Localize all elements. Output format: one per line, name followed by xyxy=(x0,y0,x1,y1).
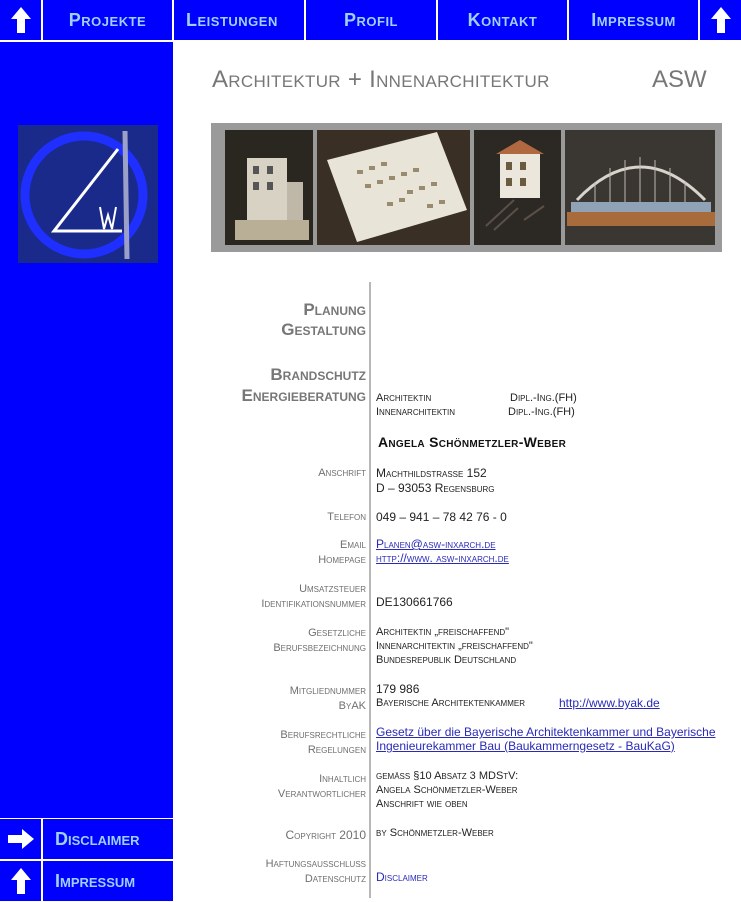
project-gallery xyxy=(211,123,722,252)
page-title: Architektur + Innenarchitektur xyxy=(212,66,550,93)
beruf-innenarchitektin: Innenarchitektin „freischaffend" xyxy=(376,640,533,652)
label-berufsbezeichnung: Berufsbezeichnung xyxy=(273,642,366,654)
beruf-land: Bundesrepublik Deutschland xyxy=(376,654,517,666)
impressum-arrow-button[interactable] xyxy=(0,861,41,901)
label-email: Email xyxy=(339,539,366,551)
label-anschrift: Anschrift xyxy=(318,467,366,479)
regeln-link-line1[interactable]: Gesetz über die Bayerische Architektenkammer und Bayerische xyxy=(376,725,716,739)
label-berufsrechtliche: Berufsrechtliche xyxy=(280,729,366,741)
label-telefon: Telefon xyxy=(327,511,366,523)
regeln-link-line2[interactable]: Ingenieurekammer Bau (Baukammerngesetz - BauKaG) xyxy=(376,739,675,753)
nav-kontakt[interactable]: Kontakt xyxy=(438,0,567,40)
label-copyright: Copyright 2010 xyxy=(285,828,366,842)
arrow-up-icon xyxy=(10,867,32,895)
nav-projekte[interactable]: Projekte xyxy=(43,0,172,40)
degree-innenarchitektin: Dipl.-Ing.(FH) xyxy=(508,406,575,418)
content-divider xyxy=(369,282,371,898)
beruf-architektin: Architektin „freischaffend" xyxy=(376,626,510,638)
person-name: Angela Schönmetzler-Weber xyxy=(378,434,567,450)
mitglied-nummer: 179 986 xyxy=(376,682,420,696)
sidebar-impressum-row xyxy=(0,861,173,901)
service-planung: Planung xyxy=(303,300,366,319)
disclaimer-link[interactable]: Disclaimer xyxy=(376,870,428,884)
nav-profil[interactable]: Profil xyxy=(306,0,436,40)
label-umsatzsteuer: Umsatzsteuer xyxy=(299,583,366,595)
asw-logo-icon xyxy=(18,125,158,263)
verantw-basis: gemäß §10 Absatz 3 MDStV: xyxy=(376,770,519,782)
degree-architektin: Dipl.-Ing.(FH) xyxy=(510,392,577,404)
top-navigation xyxy=(0,0,741,42)
label-inhaltlich: Inhaltlich xyxy=(319,773,366,785)
label-byak: ByAK xyxy=(338,700,366,712)
label-datenschutz: Datenschutz xyxy=(304,873,366,885)
arrow-right-icon xyxy=(7,829,35,849)
scroll-top-left-button[interactable] xyxy=(0,0,41,40)
label-homepage: Homepage xyxy=(318,554,366,566)
label-gesetzliche: Gesetzliche xyxy=(308,627,366,639)
service-energieberatung: Energieberatung xyxy=(241,386,366,405)
service-gestaltung: Gestaltung xyxy=(281,320,366,339)
arrow-up-icon xyxy=(10,6,32,34)
sidebar-impressum-link[interactable]: Impressum xyxy=(43,861,173,901)
sidebar-disclaimer-link[interactable]: Disclaimer xyxy=(43,819,173,859)
email-link[interactable]: Planen@asw-inxarch.de xyxy=(376,537,496,551)
title-innenarchitektin: Innenarchitektin xyxy=(376,406,456,418)
kammer-name: Bayerische Architektenkammer xyxy=(376,697,525,709)
label-mitgliednummer: Mitgliednummer xyxy=(289,685,366,697)
label-regelungen: Regelungen xyxy=(307,744,366,756)
project-photo-house-model[interactable] xyxy=(225,130,313,245)
sidebar xyxy=(0,42,173,818)
disclaimer-arrow-button[interactable] xyxy=(0,819,41,859)
label-verantwortlicher: Verantwortlicher xyxy=(277,788,366,800)
nav-impressum[interactable]: Impressum xyxy=(569,0,698,40)
copyright-value: by Schönmetzler-Weber xyxy=(376,827,494,839)
telefon-value: 049 – 941 – 78 42 76 - 0 xyxy=(376,510,507,524)
ust-value: DE130661766 xyxy=(376,595,453,609)
project-photo-site-model[interactable] xyxy=(317,130,470,245)
nav-leistungen[interactable]: Leistungen xyxy=(174,0,304,40)
title-architektin: Architektin xyxy=(376,392,432,404)
arrow-up-icon xyxy=(710,6,732,34)
project-photo-bridge-model[interactable] xyxy=(565,130,715,245)
label-identifikationsnummer: Identifikationsnummer xyxy=(261,598,366,610)
kammer-link[interactable]: http://www.byak.de xyxy=(559,696,660,710)
asw-logo xyxy=(18,125,158,263)
service-brandschutz: Brandschutz xyxy=(270,365,366,384)
page-code: ASW xyxy=(652,66,707,93)
sidebar-disclaimer-row xyxy=(0,819,173,859)
address-city: D – 93053 Regensburg xyxy=(376,481,495,495)
verantw-anschrift: Anschrift wie oben xyxy=(376,798,468,810)
scroll-top-right-button[interactable] xyxy=(700,0,741,40)
homepage-link[interactable]: http://www. asw-inxarch.de xyxy=(376,551,509,565)
project-photo-building-model[interactable] xyxy=(474,130,561,245)
verantw-name: Angela Schönmetzler-Weber xyxy=(376,784,518,796)
label-haftungsausschluss: Haftungsausschluss xyxy=(265,858,366,870)
address-street: Machthildstraße 152 xyxy=(376,466,487,480)
